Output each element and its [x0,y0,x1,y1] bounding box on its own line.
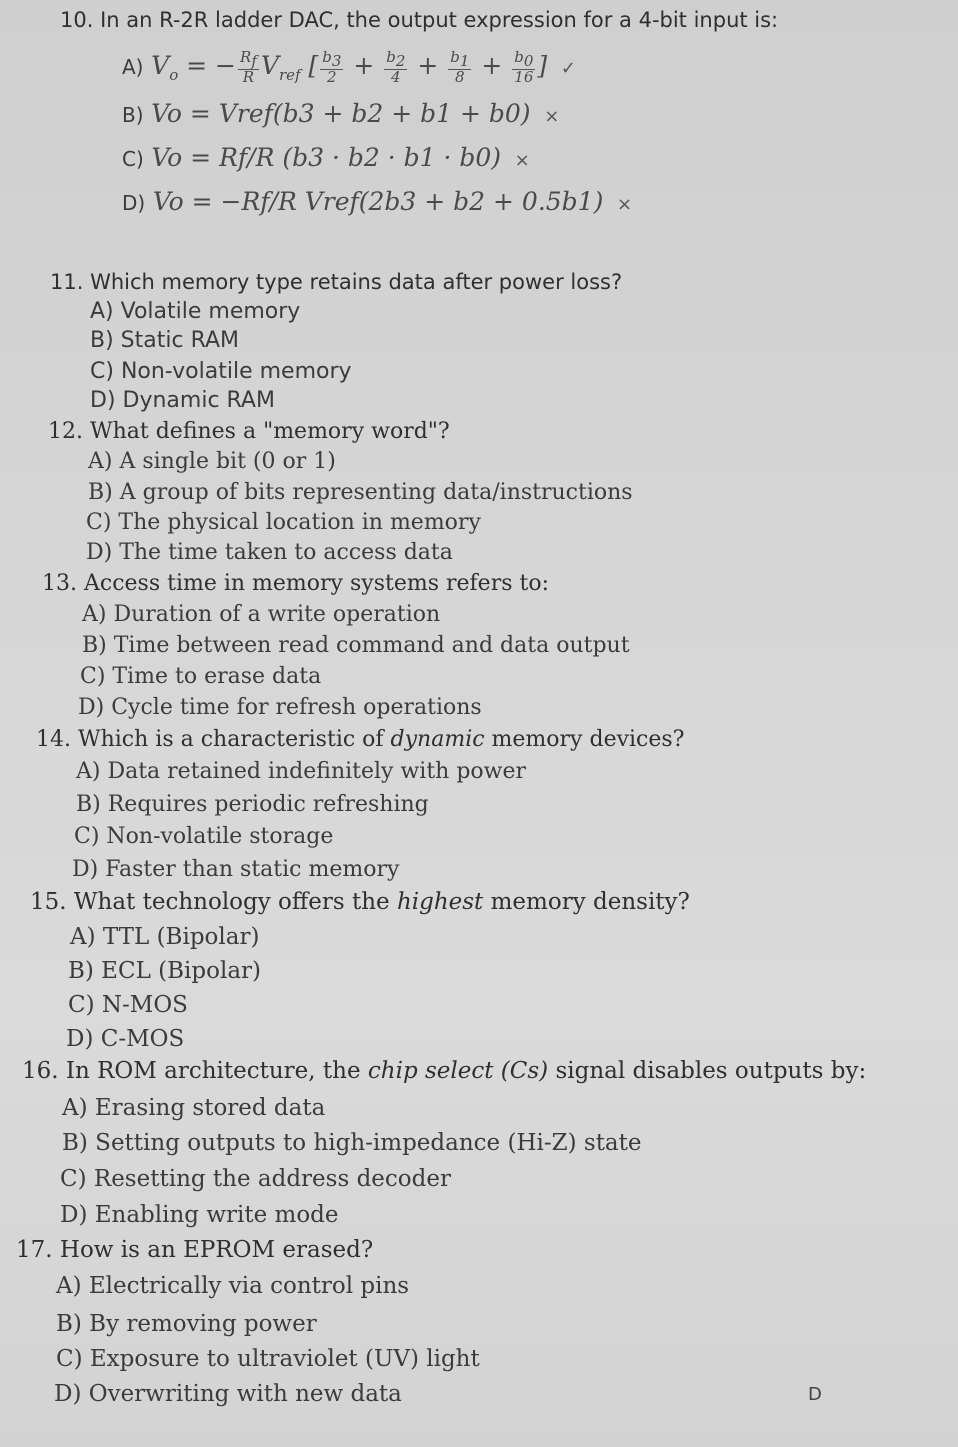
question-16 [22,1057,866,1085]
q13-option-c: C) Time to erase data [80,664,322,689]
q10-option-a-label: A) [122,55,144,79]
q10-option-b-label: B) [122,103,144,127]
q13-option-d: D) Cycle time for refresh operations [78,695,482,720]
q10-option-b-formula: Vo = Vref(b3 + b2 + b1 + b0) [151,99,531,128]
q14-text-pre: 14. Which is a characteristic of [36,727,391,752]
question-13: 13. Access time in memory systems refers to: [42,571,549,596]
question-12: 12. What defines a "memory word"? [48,419,450,444]
q10-b-cross-mark: × [544,106,560,127]
q10-c-cross-mark: × [514,150,530,171]
q13-option-b: B) Time between read command and data output [82,633,630,658]
q11-option-b: B) Static RAM [90,328,239,353]
q15-text-emphasis: highest [396,889,484,915]
q17-option-d: D) Overwriting with new data [54,1381,402,1407]
q14-text-post: memory devices? [484,727,685,752]
q10-option-a-formula: $V_o$ = − $\frac{R_f}{R}$ $V_{ref}$ [ $\frac{b_3}{2}$ + $\frac{b_2}{4}$ + $\frac{b_1}{8}$ + $\frac{b_0}{16}$ ] [151,48,548,86]
q10-option-d-formula: Vo = −Rf/R Vref(2b3 + b2 + 0.5b1) [152,187,604,216]
q17-option-b: B) By removing power [56,1311,317,1337]
q11-option-d: D) Dynamic RAM [90,388,275,413]
q13-option-a: A) Duration of a write operation [82,602,441,627]
q17-option-c: C) Exposure to ultraviolet (UV) light [56,1346,480,1372]
q12-option-c: C) The physical location in memory [86,510,481,535]
q14-option-c: C) Non-volatile storage [74,824,334,849]
q14-text-emphasis: dynamic [390,727,485,752]
q15-option-c: C) N-MOS [68,992,188,1018]
q17-handwritten-answer-mark: D [808,1384,822,1405]
q12-option-d: D) The time taken to access data [86,540,453,565]
q11-option-c: C) Non-volatile memory [90,359,352,384]
q15-option-a: A) TTL (Bipolar) [70,924,260,950]
question-10: 10. In an R-2R ladder DAC, the output expression for a 4-bit input is: [60,8,779,32]
q16-text-emphasis: chip select (Cs) [367,1058,549,1084]
question-15 [30,888,690,916]
q10-option-d-label: D) [122,191,146,215]
q16-text-post: signal disables outputs by: [548,1058,867,1084]
q10-option-c [122,144,530,175]
question-17: 17. How is an EPROM erased? [16,1237,374,1263]
q15-text-pre: 15. What technology offers the [30,889,397,915]
question-11: 11. Which memory type retains data after power loss? [50,270,623,294]
q16-option-a: A) Erasing stored data [62,1095,326,1121]
q14-option-d: D) Faster than static memory [72,857,400,882]
q11-option-a: A) Volatile memory [90,299,301,324]
q16-option-d: D) Enabling write mode [60,1202,339,1228]
q12-option-a: A) A single bit (0 or 1) [88,449,336,474]
question-14 [36,726,684,754]
q10-option-d [122,188,632,219]
q10-d-cross-mark: × [617,194,633,215]
q17-option-a: A) Electrically via control pins [56,1273,410,1299]
q10-a-check-mark: ✓ [560,58,576,79]
q16-option-b: B) Setting outputs to high-impedance (Hi-Z) state [62,1130,642,1156]
q15-option-d: D) C-MOS [66,1026,185,1052]
q15-text-post: memory density? [483,889,690,915]
q10-option-a [122,50,576,89]
q16-text-pre: 16. In ROM architecture, the [22,1058,368,1084]
q14-option-a: A) Data retained indefinitely with power [76,759,527,784]
q10-option-b [122,100,559,131]
q14-option-b: B) Requires periodic refreshing [76,792,429,817]
q16-option-c: C) Resetting the address decoder [60,1166,451,1192]
q12-option-b: B) A group of bits representing data/instructions [88,480,633,505]
q10-option-c-label: C) [122,147,144,171]
q10-option-c-formula: Vo = Rf/R (b3 · b2 · b1 · b0) [151,143,502,172]
q15-option-b: B) ECL (Bipolar) [68,958,261,984]
